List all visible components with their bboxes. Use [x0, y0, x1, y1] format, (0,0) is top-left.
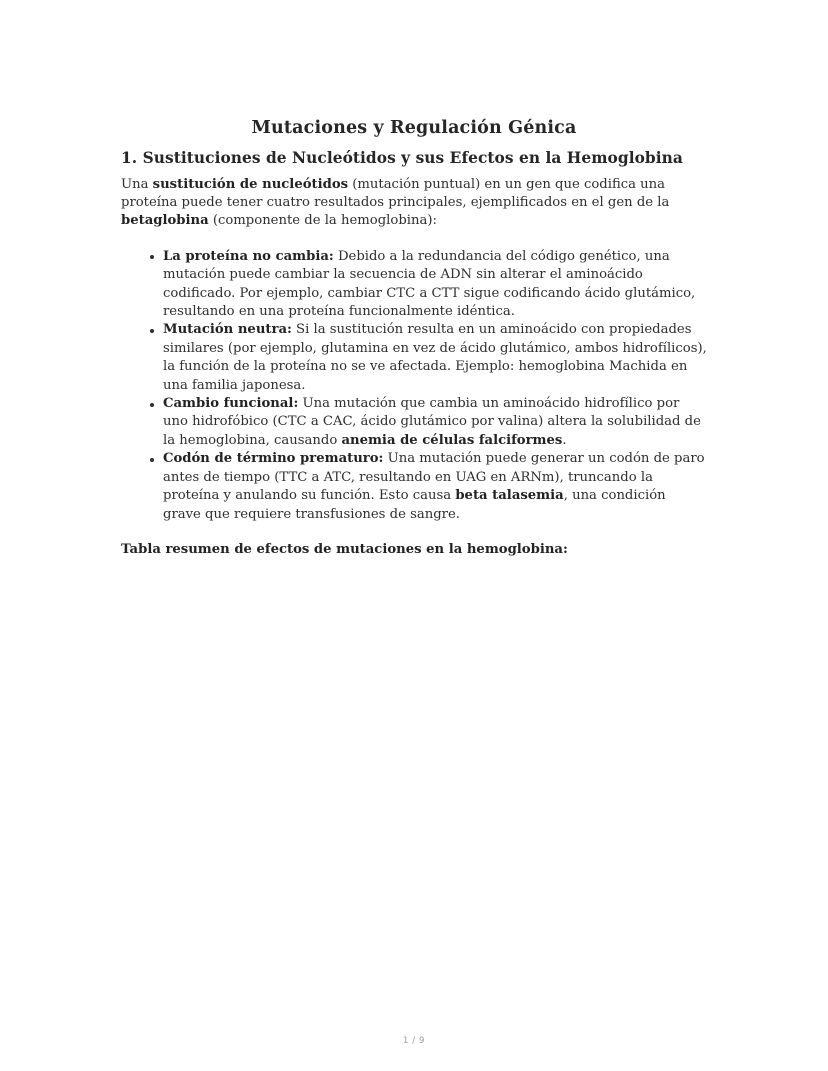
mutation-effects-list: [121, 248, 707, 524]
list-item-text: Una mutación que cambia un aminoácido hidrofílico por uno hidrofóbico (CTC a CAC, ácido glutámico por valina) altera la solubilidad de la hemoglobina, causando: [163, 396, 701, 448]
page-title: Mutaciones y Regulación Génica: [251, 118, 577, 138]
list-item-term: Mutación neutra:: [163, 322, 292, 338]
list-item: [121, 395, 707, 450]
intro-bold-betaglobina: betaglobina: [121, 213, 209, 229]
document-content: [121, 118, 707, 559]
list-item-emphasis: beta talasemia: [455, 488, 564, 504]
page-number-footer: 1 / 9: [402, 1036, 426, 1046]
list-item: [121, 321, 707, 395]
list-item-emphasis: anemia de células falciformes: [341, 432, 563, 448]
bullet-dot-icon: [150, 329, 154, 333]
list-item-text: Si la sustitución resulta en un aminoácido con propiedades similares (por ejemplo, glutamina en vez de ácido glutámico, ambos hidrofílicos), la función de la proteína no se ve afectada. Ejemplo: hemoglobina Machida en una familia japonesa.: [163, 322, 707, 393]
table-caption: Tabla resumen de efectos de mutaciones en la hemoglobina:: [121, 541, 568, 557]
intro-text-1: Una: [121, 176, 153, 192]
intro-bold-sustitucion: sustitución de nucleótidos: [152, 176, 349, 192]
intro-text-2: (mutación puntual) en un gen que codifica una proteína puede tener cuatro resultados principales, ejemplificados en el gen de la: [121, 176, 670, 210]
list-item-term: La proteína no cambia:: [163, 248, 334, 264]
list-item-term: Cambio funcional:: [163, 396, 299, 412]
list-item: [121, 248, 707, 322]
bullet-dot-icon: [150, 458, 154, 462]
list-item-text-tail: , una condición grave que requiere transfusiones de sangre.: [163, 488, 666, 522]
bullet-dot-icon: [150, 255, 154, 259]
intro-paragraph: [121, 176, 707, 231]
intro-text-3: (componente de la hemoglobina):: [208, 213, 437, 229]
list-item-term: Codón de término prematuro:: [163, 451, 384, 467]
list-item: [121, 450, 707, 524]
list-item-text-tail: .: [562, 432, 567, 448]
bullet-dot-icon: [150, 403, 154, 407]
section-heading: 1. Sustituciones de Nucleótidos y sus Efectos en la Hemoglobina: [121, 148, 683, 167]
list-item-text: Una mutación puede generar un codón de paro antes de tiempo (TTC a ATC, resultando en UAG en ARNm), truncando la proteína y anulando su función. Esto causa: [163, 451, 705, 504]
list-item-text: Debido a la redundancia del código genético, una mutación puede cambiar la secuencia de ADN sin alterar el aminoácido codificado. Por ejemplo, cambiar CTC a CTT sigue codificando ácido glutámico, resultando en una proteína funcionalmente idéntica.: [163, 248, 696, 320]
